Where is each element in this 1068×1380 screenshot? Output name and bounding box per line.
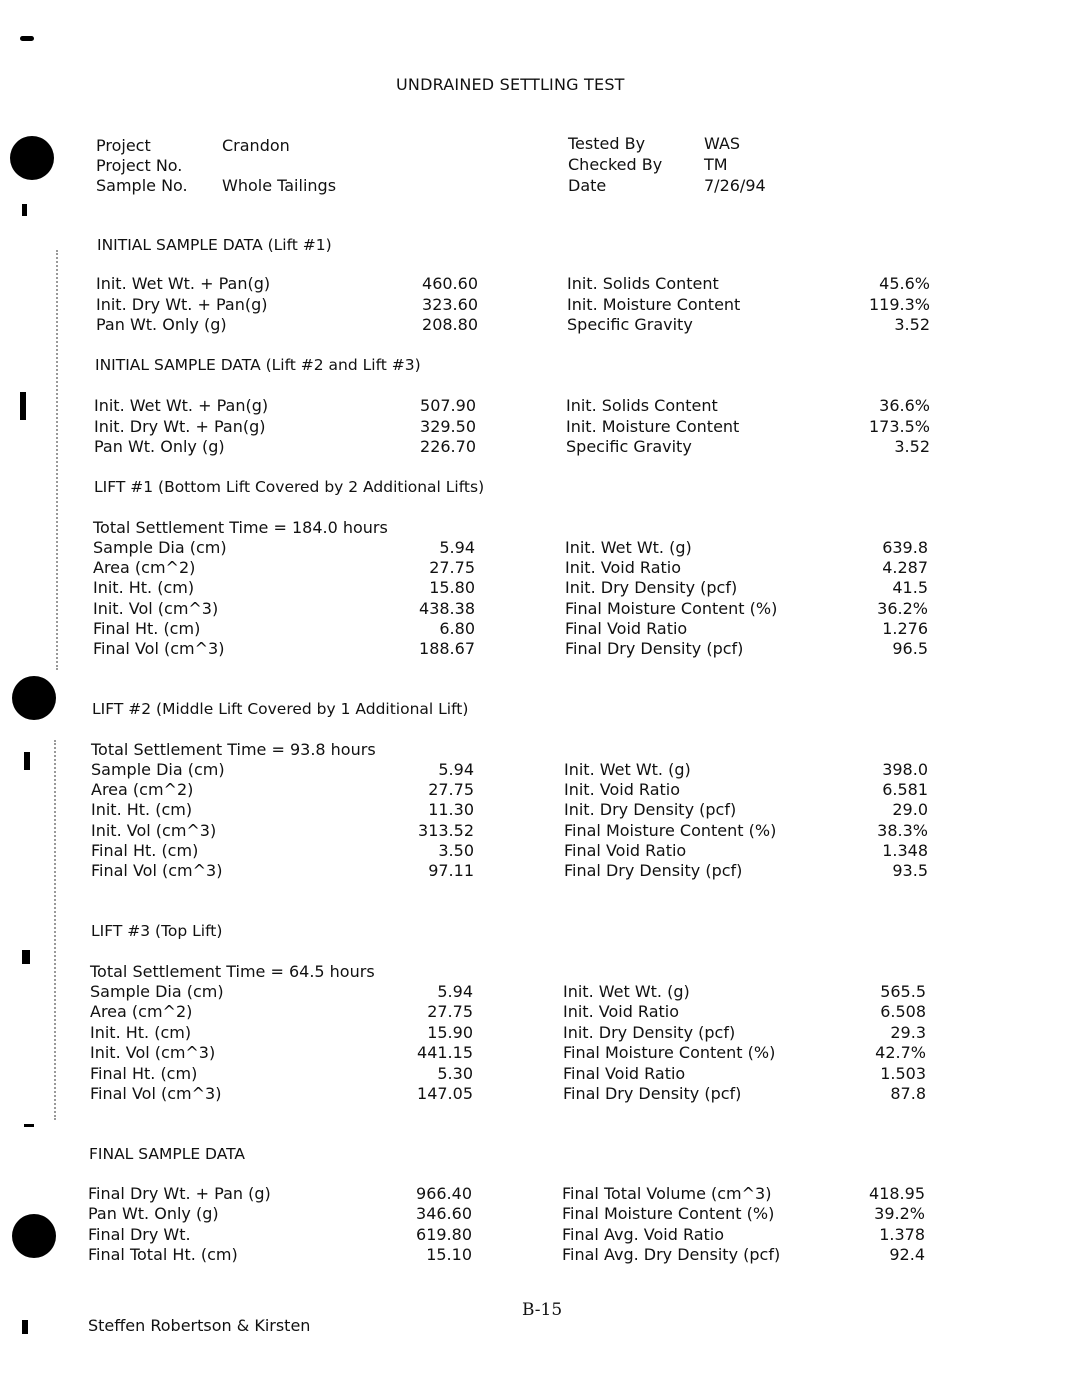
row-label: Final Dry Density (pcf) xyxy=(564,861,743,880)
row-label: Init. Void Ratio xyxy=(564,780,681,799)
row-label: Init. Dry Wt. + Pan(g) xyxy=(96,295,268,314)
row-label: Area (cm^2) xyxy=(90,1002,193,1021)
row-value: 3.52 xyxy=(894,315,930,334)
row-label: Init. Void Ratio xyxy=(565,558,682,577)
row-value: 6.80 xyxy=(439,619,475,638)
row-label: Final Moisture Content (%) xyxy=(562,1204,775,1223)
row-label: Final Total Volume (cm^3) xyxy=(562,1184,772,1203)
row-label: Final Ht. (cm) xyxy=(90,1064,198,1083)
row-label: Pan Wt. Only (g) xyxy=(96,315,227,334)
scan-mark xyxy=(20,392,26,420)
row-value: 346.60 xyxy=(416,1204,472,1223)
footer-company: Steffen Robertson & Kirsten xyxy=(88,1316,311,1335)
row-value: 15.10 xyxy=(426,1245,472,1264)
row-label: Sample Dia (cm) xyxy=(91,760,225,779)
row-label: Init. Dry Wt. + Pan(g) xyxy=(94,417,266,436)
row-label: Init. Solids Content xyxy=(567,274,719,293)
row-label: Final Dry Wt. xyxy=(88,1225,191,1244)
row-label: Final Void Ratio xyxy=(563,1064,686,1083)
binder-edge-dots xyxy=(56,250,60,670)
row-label: Init. Wet Wt. (g) xyxy=(564,760,691,779)
row-value: 96.5 xyxy=(892,639,928,658)
row-label: Init. Ht. (cm) xyxy=(93,578,195,597)
row-label: Final Vol (cm^3) xyxy=(91,861,223,880)
row-label: Final Vol (cm^3) xyxy=(90,1084,222,1103)
scan-mark xyxy=(24,752,30,770)
settlement-time: Total Settlement Time = 64.5 hours xyxy=(90,962,375,981)
page-number: B-15 xyxy=(522,1300,563,1320)
header-label: Date xyxy=(568,176,607,195)
row-value: 15.80 xyxy=(429,578,475,597)
row-value: 6.508 xyxy=(880,1002,926,1021)
row-value: 42.7% xyxy=(875,1043,926,1062)
row-value: 27.75 xyxy=(427,1002,473,1021)
row-value: 208.80 xyxy=(422,315,478,334)
row-value: 460.60 xyxy=(422,274,478,293)
row-label: Specific Gravity xyxy=(567,315,693,334)
row-value: 147.05 xyxy=(417,1084,473,1103)
row-value: 5.94 xyxy=(437,982,473,1001)
row-label: Init. Ht. (cm) xyxy=(90,1023,192,1042)
header-value: Whole Tailings xyxy=(222,176,337,195)
row-value: 173.5% xyxy=(868,417,930,436)
row-label: Area (cm^2) xyxy=(93,558,196,577)
row-value: 27.75 xyxy=(429,558,475,577)
row-value: 1.348 xyxy=(882,841,928,860)
row-value: 5.94 xyxy=(439,538,475,557)
row-value: 966.40 xyxy=(416,1184,472,1203)
row-label: Final Total Ht. (cm) xyxy=(88,1245,238,1264)
row-label: Final Vol (cm^3) xyxy=(93,639,225,658)
row-value: 36.6% xyxy=(879,396,930,415)
row-value: 188.67 xyxy=(419,639,475,658)
row-label: Pan Wt. Only (g) xyxy=(88,1204,219,1223)
row-label: Final Avg. Void Ratio xyxy=(562,1225,725,1244)
row-label: Final Ht. (cm) xyxy=(91,841,199,860)
row-label: Area (cm^2) xyxy=(91,780,194,799)
row-label: Specific Gravity xyxy=(566,437,692,456)
row-label: Init. Dry Density (pcf) xyxy=(565,578,738,597)
row-value: 1.503 xyxy=(880,1064,926,1083)
row-label: Sample Dia (cm) xyxy=(90,982,224,1001)
row-value: 441.15 xyxy=(417,1043,473,1062)
row-label: Init. Vol (cm^3) xyxy=(91,821,217,840)
binder-edge-dots xyxy=(54,740,58,1120)
row-value: 15.90 xyxy=(427,1023,473,1042)
row-value: 418.95 xyxy=(869,1184,925,1203)
punch-hole-top xyxy=(10,136,54,180)
header-value: 7/26/94 xyxy=(704,176,766,195)
section-heading: LIFT #2 (Middle Lift Covered by 1 Additional Lift) xyxy=(92,700,469,718)
row-value: 1.276 xyxy=(882,619,928,638)
row-value: 38.3% xyxy=(877,821,928,840)
section-heading: LIFT #1 (Bottom Lift Covered by 2 Additional Lifts) xyxy=(94,478,485,496)
header-label: Project No. xyxy=(96,156,183,175)
punch-hole-middle xyxy=(12,676,56,720)
row-value: 639.8 xyxy=(882,538,928,557)
scan-mark xyxy=(24,1124,34,1127)
row-label: Final Void Ratio xyxy=(564,841,687,860)
row-label: Init. Wet Wt. + Pan(g) xyxy=(96,274,271,293)
row-value: 93.5 xyxy=(892,861,928,880)
row-label: Init. Moisture Content xyxy=(566,417,740,436)
row-label: Final Dry Density (pcf) xyxy=(565,639,744,658)
row-value: 45.6% xyxy=(879,274,930,293)
row-label: Init. Dry Density (pcf) xyxy=(564,800,737,819)
row-value: 29.0 xyxy=(892,800,928,819)
row-value: 6.581 xyxy=(882,780,928,799)
row-value: 507.90 xyxy=(420,396,476,415)
row-value: 5.30 xyxy=(437,1064,473,1083)
row-value: 41.5 xyxy=(892,578,928,597)
row-value: 11.30 xyxy=(428,800,474,819)
row-label: Init. Moisture Content xyxy=(567,295,741,314)
header-value: TM xyxy=(704,155,728,174)
header-label: Project xyxy=(96,136,151,155)
section-heading: FINAL SAMPLE DATA xyxy=(89,1145,245,1163)
row-label: Final Avg. Dry Density (pcf) xyxy=(562,1245,781,1264)
row-value: 87.8 xyxy=(890,1084,926,1103)
header-label: Checked By xyxy=(568,155,663,174)
row-value: 3.52 xyxy=(894,437,930,456)
row-label: Final Dry Wt. + Pan (g) xyxy=(88,1184,271,1203)
row-value: 3.50 xyxy=(438,841,474,860)
row-label: Sample Dia (cm) xyxy=(93,538,227,557)
row-value: 5.94 xyxy=(438,760,474,779)
scan-mark xyxy=(22,950,30,964)
section-heading: INITIAL SAMPLE DATA (Lift #2 and Lift #3) xyxy=(95,356,421,374)
scan-mark xyxy=(22,204,27,216)
page-title: UNDRAINED SETTLING TEST xyxy=(396,75,625,94)
row-value: 398.0 xyxy=(882,760,928,779)
row-label: Final Moisture Content (%) xyxy=(563,1043,776,1062)
section-heading: INITIAL SAMPLE DATA (Lift #1) xyxy=(97,236,332,254)
row-value: 329.50 xyxy=(420,417,476,436)
scan-mark xyxy=(22,1320,28,1334)
row-label: Init. Wet Wt. (g) xyxy=(563,982,690,1001)
row-value: 565.5 xyxy=(880,982,926,1001)
row-value: 29.3 xyxy=(890,1023,926,1042)
row-value: 619.80 xyxy=(416,1225,472,1244)
row-value: 119.3% xyxy=(868,295,930,314)
header-value: Crandon xyxy=(222,136,290,155)
row-value: 27.75 xyxy=(428,780,474,799)
row-value: 36.2% xyxy=(877,599,928,618)
row-value: 313.52 xyxy=(418,821,474,840)
row-label: Init. Vol (cm^3) xyxy=(90,1043,216,1062)
section-heading: LIFT #3 (Top Lift) xyxy=(91,922,223,940)
row-value: 4.287 xyxy=(882,558,928,577)
header-value: WAS xyxy=(704,134,741,153)
settlement-time: Total Settlement Time = 93.8 hours xyxy=(91,740,376,759)
row-label: Final Dry Density (pcf) xyxy=(563,1084,742,1103)
row-label: Final Moisture Content (%) xyxy=(565,599,778,618)
row-label: Init. Dry Density (pcf) xyxy=(563,1023,736,1042)
punch-hole-bottom xyxy=(12,1214,56,1258)
scan-mark xyxy=(20,36,34,41)
row-label: Init. Wet Wt. + Pan(g) xyxy=(94,396,269,415)
row-value: 226.70 xyxy=(420,437,476,456)
row-label: Init. Solids Content xyxy=(566,396,718,415)
row-value: 97.11 xyxy=(428,861,474,880)
row-label: Init. Wet Wt. (g) xyxy=(565,538,692,557)
row-label: Init. Ht. (cm) xyxy=(91,800,193,819)
row-label: Init. Vol (cm^3) xyxy=(93,599,219,618)
header-label: Sample No. xyxy=(96,176,188,195)
settlement-time: Total Settlement Time = 184.0 hours xyxy=(93,518,388,537)
row-label: Final Void Ratio xyxy=(565,619,688,638)
row-value: 92.4 xyxy=(889,1245,925,1264)
row-label: Final Moisture Content (%) xyxy=(564,821,777,840)
row-label: Pan Wt. Only (g) xyxy=(94,437,225,456)
row-value: 438.38 xyxy=(419,599,475,618)
row-value: 323.60 xyxy=(422,295,478,314)
row-label: Final Ht. (cm) xyxy=(93,619,201,638)
row-label: Init. Void Ratio xyxy=(563,1002,680,1021)
row-value: 39.2% xyxy=(874,1204,925,1223)
row-value: 1.378 xyxy=(879,1225,925,1244)
header-label: Tested By xyxy=(568,134,646,153)
